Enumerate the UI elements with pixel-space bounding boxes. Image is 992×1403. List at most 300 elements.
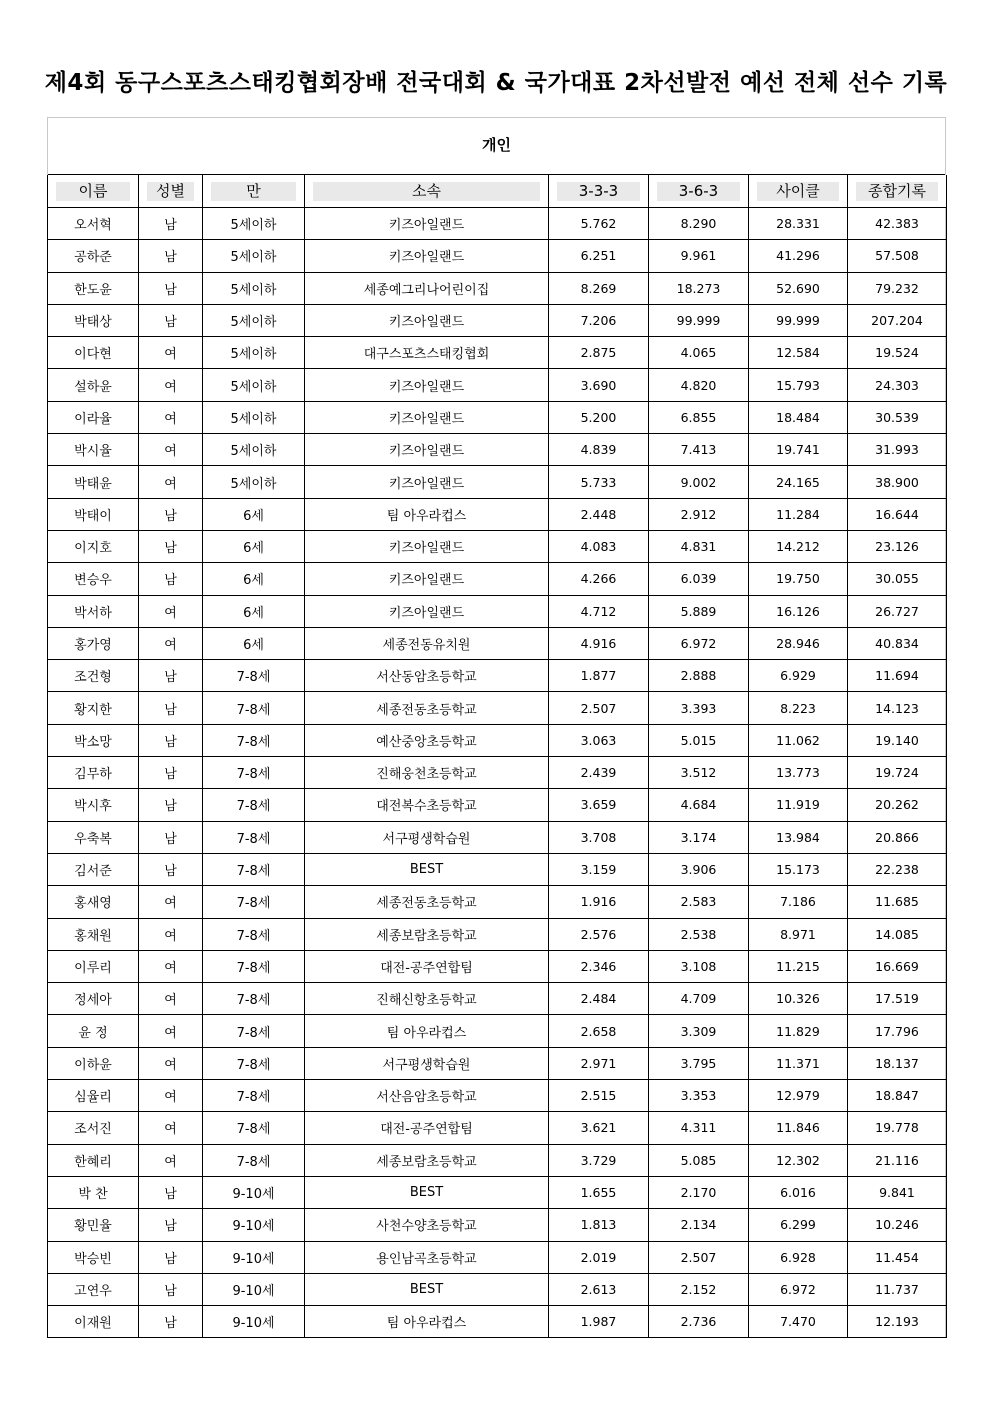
table-body: [48, 208, 947, 1338]
cell-total: 17.796: [848, 1015, 947, 1047]
cell-363: 2.170: [649, 1176, 749, 1208]
cell-affiliation: 팀 아우라컵스: [305, 1306, 549, 1338]
cell-affiliation: 키즈아일랜드: [305, 595, 549, 627]
cell-363: 6.972: [649, 627, 749, 659]
cell-gender: 남: [139, 853, 203, 885]
cell-cycle: 15.173: [749, 853, 848, 885]
cell-gender: 남: [139, 660, 203, 692]
cell-gender: 여: [139, 337, 203, 369]
cell-affiliation: 진해웅천초등학교: [305, 757, 549, 789]
cell-333: 8.269: [549, 272, 649, 304]
cell-cycle: 7.470: [749, 1306, 848, 1338]
cell-363: 3.309: [649, 1015, 749, 1047]
cell-affiliation: 팀 아우라컵스: [305, 1015, 549, 1047]
cell-total: 18.847: [848, 1080, 947, 1112]
cell-total: 14.123: [848, 692, 947, 724]
cell-363: 2.912: [649, 498, 749, 530]
cell-name: 고연우: [48, 1273, 139, 1305]
cell-gender: 남: [139, 1273, 203, 1305]
cell-age: 7-8세: [203, 789, 305, 821]
cell-name: 정세아: [48, 983, 139, 1015]
table-row: [48, 304, 947, 336]
cell-age: 7-8세: [203, 1112, 305, 1144]
table-row: [48, 950, 947, 982]
cell-total: 19.778: [848, 1112, 947, 1144]
cell-333: 2.613: [549, 1273, 649, 1305]
cell-gender: 남: [139, 821, 203, 853]
cell-gender: 남: [139, 498, 203, 530]
cell-cycle: 11.829: [749, 1015, 848, 1047]
cell-total: 19.724: [848, 757, 947, 789]
column-header-label: 이름: [56, 182, 130, 201]
cell-age: 9-10세: [203, 1306, 305, 1338]
cell-affiliation: 세종전동초등학교: [305, 886, 549, 918]
column-header-label: 성별: [147, 182, 194, 201]
cell-name: 박서하: [48, 595, 139, 627]
cell-363: 4.684: [649, 789, 749, 821]
cell-name: 박태윤: [48, 466, 139, 498]
cell-gender: 남: [139, 1176, 203, 1208]
cell-gender: 여: [139, 1047, 203, 1079]
cell-333: 2.448: [549, 498, 649, 530]
cell-333: 3.708: [549, 821, 649, 853]
cell-total: 16.669: [848, 950, 947, 982]
cell-total: 20.866: [848, 821, 947, 853]
cell-cycle: 11.919: [749, 789, 848, 821]
table-row: [48, 240, 947, 272]
cell-age: 5세이하: [203, 208, 305, 240]
cell-total: 19.524: [848, 337, 947, 369]
column-header-gender: [139, 175, 203, 208]
section-heading: 개인: [48, 118, 945, 175]
cell-363: 2.736: [649, 1306, 749, 1338]
cell-cycle: 18.484: [749, 401, 848, 433]
cell-name: 이지호: [48, 530, 139, 562]
cell-cycle: 19.750: [749, 563, 848, 595]
cell-cycle: 11.846: [749, 1112, 848, 1144]
table-row: [48, 886, 947, 918]
column-header-affiliation: [305, 175, 549, 208]
cell-name: 설하윤: [48, 369, 139, 401]
column-header-total: [848, 175, 947, 208]
cell-363: 8.290: [649, 208, 749, 240]
cell-cycle: 16.126: [749, 595, 848, 627]
cell-name: 박시후: [48, 789, 139, 821]
cell-333: 3.159: [549, 853, 649, 885]
cell-333: 4.083: [549, 530, 649, 562]
cell-363: 2.152: [649, 1273, 749, 1305]
cell-363: 2.507: [649, 1241, 749, 1273]
cell-333: 6.251: [549, 240, 649, 272]
cell-333: 1.987: [549, 1306, 649, 1338]
cell-gender: 여: [139, 595, 203, 627]
cell-gender: 여: [139, 918, 203, 950]
cell-333: 3.063: [549, 724, 649, 756]
cell-363: 3.353: [649, 1080, 749, 1112]
cell-gender: 남: [139, 563, 203, 595]
table-row: [48, 1241, 947, 1273]
cell-363: 9.961: [649, 240, 749, 272]
cell-gender: 남: [139, 1241, 203, 1273]
cell-name: 박소망: [48, 724, 139, 756]
cell-name: 조서진: [48, 1112, 139, 1144]
table-row: [48, 434, 947, 466]
cell-affiliation: BEST: [305, 1176, 549, 1208]
column-header-name: [48, 175, 139, 208]
cell-name: 공하준: [48, 240, 139, 272]
cell-333: 1.813: [549, 1209, 649, 1241]
cell-affiliation: 서구평생학습원: [305, 1047, 549, 1079]
cell-age: 6세: [203, 498, 305, 530]
cell-cycle: 11.371: [749, 1047, 848, 1079]
cell-363: 2.583: [649, 886, 749, 918]
column-header-363: [649, 175, 749, 208]
cell-total: 24.303: [848, 369, 947, 401]
cell-333: 1.655: [549, 1176, 649, 1208]
cell-affiliation: 키즈아일랜드: [305, 530, 549, 562]
cell-age: 9-10세: [203, 1209, 305, 1241]
cell-333: 4.839: [549, 434, 649, 466]
table-row: [48, 1015, 947, 1047]
cell-affiliation: 진해신항초등학교: [305, 983, 549, 1015]
cell-gender: 남: [139, 692, 203, 724]
cell-363: 99.999: [649, 304, 749, 336]
cell-name: 김무하: [48, 757, 139, 789]
cell-name: 박승빈: [48, 1241, 139, 1273]
cell-total: 22.238: [848, 853, 947, 885]
cell-363: 3.393: [649, 692, 749, 724]
cell-cycle: 8.223: [749, 692, 848, 724]
records-sheet: [47, 117, 946, 1338]
cell-333: 4.712: [549, 595, 649, 627]
cell-333: 2.576: [549, 918, 649, 950]
table-header-row: [48, 175, 947, 208]
cell-age: 6세: [203, 530, 305, 562]
cell-affiliation: BEST: [305, 1273, 549, 1305]
cell-333: 4.916: [549, 627, 649, 659]
cell-cycle: 14.212: [749, 530, 848, 562]
cell-cycle: 12.302: [749, 1144, 848, 1176]
cell-total: 16.644: [848, 498, 947, 530]
cell-cycle: 24.165: [749, 466, 848, 498]
cell-333: 2.875: [549, 337, 649, 369]
cell-333: 5.733: [549, 466, 649, 498]
cell-affiliation: 세종보람초등학교: [305, 1144, 549, 1176]
cell-age: 9-10세: [203, 1273, 305, 1305]
cell-age: 7-8세: [203, 1047, 305, 1079]
cell-cycle: 6.299: [749, 1209, 848, 1241]
table-row: [48, 369, 947, 401]
table-row: [48, 789, 947, 821]
cell-name: 이다현: [48, 337, 139, 369]
cell-gender: 여: [139, 1144, 203, 1176]
cell-363: 2.888: [649, 660, 749, 692]
cell-363: 9.002: [649, 466, 749, 498]
cell-333: 3.621: [549, 1112, 649, 1144]
cell-333: 2.515: [549, 1080, 649, 1112]
cell-363: 2.134: [649, 1209, 749, 1241]
cell-affiliation: 용인남곡초등학교: [305, 1241, 549, 1273]
cell-affiliation: 키즈아일랜드: [305, 563, 549, 595]
cell-age: 7-8세: [203, 983, 305, 1015]
table-row: [48, 595, 947, 627]
cell-333: 3.659: [549, 789, 649, 821]
cell-total: 9.841: [848, 1176, 947, 1208]
cell-gender: 여: [139, 369, 203, 401]
cell-cycle: 15.793: [749, 369, 848, 401]
cell-333: 2.658: [549, 1015, 649, 1047]
cell-gender: 여: [139, 627, 203, 659]
cell-363: 3.174: [649, 821, 749, 853]
table-row: [48, 208, 947, 240]
cell-age: 7-8세: [203, 1015, 305, 1047]
cell-363: 4.709: [649, 983, 749, 1015]
cell-363: 3.512: [649, 757, 749, 789]
column-header-cycle: [749, 175, 848, 208]
cell-cycle: 28.946: [749, 627, 848, 659]
cell-gender: 남: [139, 1306, 203, 1338]
cell-age: 5세이하: [203, 401, 305, 433]
cell-affiliation: 사천수양초등학교: [305, 1209, 549, 1241]
cell-name: 홍가영: [48, 627, 139, 659]
cell-total: 207.204: [848, 304, 947, 336]
table-row: [48, 401, 947, 433]
cell-gender: 남: [139, 304, 203, 336]
cell-363: 3.906: [649, 853, 749, 885]
cell-name: 이하윤: [48, 1047, 139, 1079]
cell-cycle: 6.929: [749, 660, 848, 692]
column-header-label: 소속: [313, 182, 540, 201]
table-row: [48, 918, 947, 950]
cell-gender: 남: [139, 1209, 203, 1241]
cell-age: 6세: [203, 563, 305, 595]
cell-name: 한혜리: [48, 1144, 139, 1176]
cell-age: 6세: [203, 627, 305, 659]
cell-total: 14.085: [848, 918, 947, 950]
cell-name: 이루리: [48, 950, 139, 982]
cell-name: 조건형: [48, 660, 139, 692]
table-row: [48, 983, 947, 1015]
cell-363: 3.108: [649, 950, 749, 982]
cell-363: 3.795: [649, 1047, 749, 1079]
cell-363: 4.831: [649, 530, 749, 562]
cell-age: 7-8세: [203, 853, 305, 885]
cell-affiliation: 키즈아일랜드: [305, 240, 549, 272]
table-row: [48, 660, 947, 692]
cell-cycle: 7.186: [749, 886, 848, 918]
cell-gender: 남: [139, 240, 203, 272]
cell-age: 9-10세: [203, 1241, 305, 1273]
cell-total: 42.383: [848, 208, 947, 240]
column-header-age: [203, 175, 305, 208]
cell-age: 5세이하: [203, 369, 305, 401]
cell-name: 홍채원: [48, 918, 139, 950]
cell-age: 5세이하: [203, 304, 305, 336]
cell-total: 57.508: [848, 240, 947, 272]
cell-gender: 여: [139, 1112, 203, 1144]
cell-age: 9-10세: [203, 1176, 305, 1208]
cell-gender: 여: [139, 950, 203, 982]
cell-cycle: 11.062: [749, 724, 848, 756]
cell-name: 심율리: [48, 1080, 139, 1112]
cell-total: 11.737: [848, 1273, 947, 1305]
cell-cycle: 6.016: [749, 1176, 848, 1208]
cell-363: 5.889: [649, 595, 749, 627]
cell-total: 10.246: [848, 1209, 947, 1241]
cell-total: 38.900: [848, 466, 947, 498]
cell-affiliation: 키즈아일랜드: [305, 434, 549, 466]
cell-363: 2.538: [649, 918, 749, 950]
cell-age: 7-8세: [203, 692, 305, 724]
cell-333: 7.206: [549, 304, 649, 336]
cell-affiliation: 키즈아일랜드: [305, 208, 549, 240]
cell-363: 5.015: [649, 724, 749, 756]
page-title: 제4회 동구스포츠스태킹협회장배 전국대회 & 국가대표 2차선발전 예선 전체 선수 기록: [44, 70, 948, 96]
cell-gender: 여: [139, 886, 203, 918]
cell-cycle: 13.984: [749, 821, 848, 853]
cell-total: 26.727: [848, 595, 947, 627]
table-row: [48, 563, 947, 595]
table-row: [48, 1209, 947, 1241]
cell-cycle: 12.584: [749, 337, 848, 369]
cell-363: 6.855: [649, 401, 749, 433]
cell-age: 5세이하: [203, 337, 305, 369]
cell-name: 박 찬: [48, 1176, 139, 1208]
column-header-label: 사이클: [757, 182, 839, 201]
cell-333: 2.439: [549, 757, 649, 789]
cell-affiliation: 키즈아일랜드: [305, 369, 549, 401]
cell-affiliation: 세종보람초등학교: [305, 918, 549, 950]
table-row: [48, 757, 947, 789]
cell-363: 6.039: [649, 563, 749, 595]
cell-name: 황지한: [48, 692, 139, 724]
cell-cycle: 19.741: [749, 434, 848, 466]
cell-cycle: 99.999: [749, 304, 848, 336]
cell-total: 12.193: [848, 1306, 947, 1338]
table-row: [48, 853, 947, 885]
table-row: [48, 1047, 947, 1079]
cell-gender: 여: [139, 1015, 203, 1047]
column-header-333: [549, 175, 649, 208]
cell-affiliation: BEST: [305, 853, 549, 885]
cell-cycle: 12.979: [749, 1080, 848, 1112]
cell-total: 11.694: [848, 660, 947, 692]
records-table: [47, 175, 947, 1338]
cell-gender: 남: [139, 757, 203, 789]
cell-affiliation: 서산동암초등학교: [305, 660, 549, 692]
cell-age: 5세이하: [203, 466, 305, 498]
cell-gender: 남: [139, 272, 203, 304]
cell-name: 김서준: [48, 853, 139, 885]
cell-gender: 여: [139, 434, 203, 466]
cell-name: 이라율: [48, 401, 139, 433]
table-row: [48, 627, 947, 659]
table-row: [48, 821, 947, 853]
cell-333: 3.729: [549, 1144, 649, 1176]
cell-363: 4.820: [649, 369, 749, 401]
cell-gender: 남: [139, 208, 203, 240]
cell-affiliation: 키즈아일랜드: [305, 466, 549, 498]
cell-333: 1.877: [549, 660, 649, 692]
cell-name: 홍새영: [48, 886, 139, 918]
table-row: [48, 724, 947, 756]
cell-cycle: 28.331: [749, 208, 848, 240]
cell-affiliation: 팀 아우라컵스: [305, 498, 549, 530]
table-row: [48, 1112, 947, 1144]
cell-age: 7-8세: [203, 950, 305, 982]
cell-cycle: 11.284: [749, 498, 848, 530]
cell-affiliation: 대전-공주연합팀: [305, 1112, 549, 1144]
cell-affiliation: 대전-공주연합팀: [305, 950, 549, 982]
cell-age: 7-8세: [203, 886, 305, 918]
table-row: [48, 498, 947, 530]
column-header-label: 종합기록: [856, 182, 938, 201]
cell-total: 30.055: [848, 563, 947, 595]
cell-name: 박태상: [48, 304, 139, 336]
table-row: [48, 1273, 947, 1305]
cell-age: 7-8세: [203, 1144, 305, 1176]
cell-gender: 여: [139, 983, 203, 1015]
cell-333: 1.916: [549, 886, 649, 918]
cell-cycle: 6.928: [749, 1241, 848, 1273]
cell-age: 5세이하: [203, 272, 305, 304]
cell-total: 11.454: [848, 1241, 947, 1273]
cell-affiliation: 대전복수초등학교: [305, 789, 549, 821]
cell-363: 5.085: [649, 1144, 749, 1176]
cell-gender: 남: [139, 530, 203, 562]
cell-name: 황민율: [48, 1209, 139, 1241]
cell-gender: 여: [139, 1080, 203, 1112]
cell-age: 7-8세: [203, 821, 305, 853]
cell-cycle: 41.296: [749, 240, 848, 272]
cell-name: 윤 정: [48, 1015, 139, 1047]
column-header-label: 3-6-3: [657, 182, 740, 201]
cell-affiliation: 세종예그리나어린이집: [305, 272, 549, 304]
cell-age: 7-8세: [203, 757, 305, 789]
cell-333: 2.484: [549, 983, 649, 1015]
cell-333: 2.971: [549, 1047, 649, 1079]
cell-cycle: 6.972: [749, 1273, 848, 1305]
column-header-label: 3-3-3: [557, 182, 640, 201]
cell-363: 18.273: [649, 272, 749, 304]
table-row: [48, 337, 947, 369]
cell-cycle: 13.773: [749, 757, 848, 789]
cell-cycle: 10.326: [749, 983, 848, 1015]
table-row: [48, 530, 947, 562]
column-header-label: 만: [211, 182, 296, 201]
cell-age: 5세이하: [203, 240, 305, 272]
cell-gender: 남: [139, 789, 203, 821]
cell-gender: 남: [139, 724, 203, 756]
cell-age: 7-8세: [203, 660, 305, 692]
cell-affiliation: 세종전동초등학교: [305, 692, 549, 724]
cell-333: 4.266: [549, 563, 649, 595]
cell-name: 박시율: [48, 434, 139, 466]
cell-cycle: 52.690: [749, 272, 848, 304]
cell-333: 2.507: [549, 692, 649, 724]
table-row: [48, 692, 947, 724]
table-row: [48, 272, 947, 304]
cell-gender: 여: [139, 466, 203, 498]
cell-333: 2.346: [549, 950, 649, 982]
cell-age: 6세: [203, 595, 305, 627]
cell-total: 18.137: [848, 1047, 947, 1079]
cell-total: 21.116: [848, 1144, 947, 1176]
cell-age: 7-8세: [203, 918, 305, 950]
cell-age: 7-8세: [203, 1080, 305, 1112]
cell-total: 31.993: [848, 434, 947, 466]
cell-total: 79.232: [848, 272, 947, 304]
